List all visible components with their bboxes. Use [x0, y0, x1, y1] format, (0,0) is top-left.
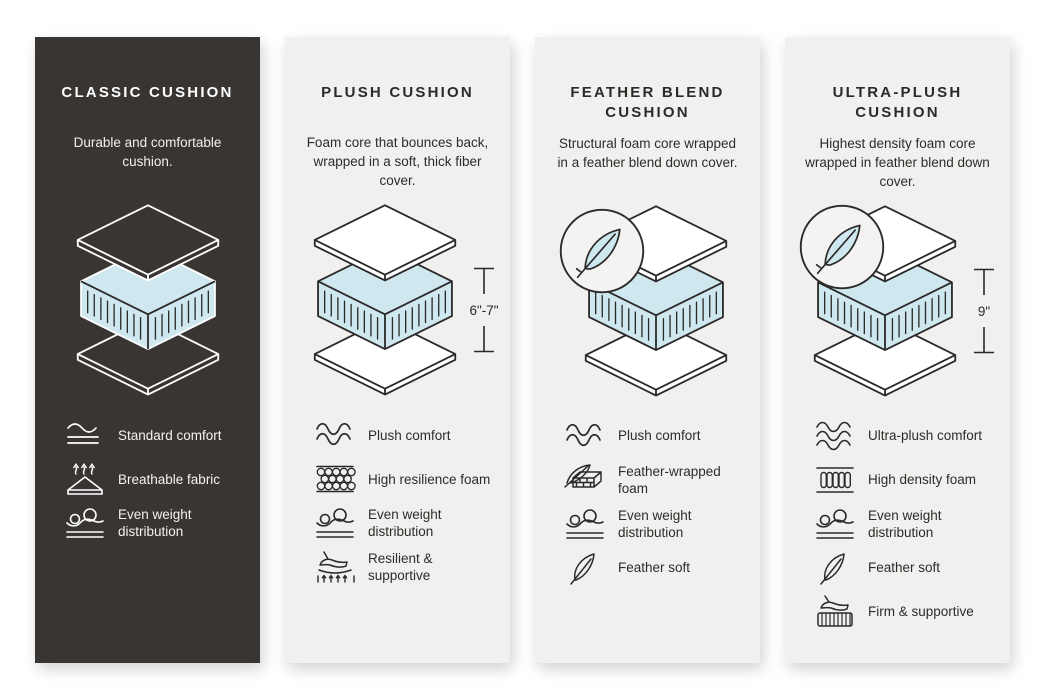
firm-supportive-icon [813, 594, 859, 630]
feature-label: Firm & supportive [868, 604, 974, 619]
column-description: Structural foam core wrapped in a feather blend down cover. [557, 135, 738, 170]
even-weight-icon [63, 505, 109, 541]
feature-row [813, 506, 998, 542]
feature-row [813, 418, 998, 454]
feature-label: Even weight distribution [618, 507, 692, 540]
feature-row [63, 505, 248, 541]
feature-label: Even weight distribution [868, 507, 942, 540]
feature-list [785, 418, 1010, 630]
comfort-wave-icon [813, 418, 859, 454]
column-plush-cushion [285, 37, 510, 663]
feature-row [563, 418, 748, 454]
measurement-label: 9" [977, 303, 991, 319]
high-density-foam-icon [813, 462, 859, 498]
even-weight-icon [313, 505, 359, 541]
even-weight-icon [813, 506, 859, 542]
feature-label: Plush comfort [368, 427, 451, 443]
feature-row [63, 461, 248, 497]
feature-label: Even weight distribution [368, 507, 442, 539]
feather-badge-icon [797, 202, 887, 292]
resilient-supportive-icon [313, 549, 359, 585]
breathable-fabric-icon [63, 461, 109, 497]
comfort-wave-icon [313, 417, 359, 453]
column-title: CLASSIC CUSHION [61, 84, 234, 101]
feature-row [813, 594, 998, 630]
feature-label: Standard comfort [118, 427, 222, 443]
cushion-layers-icon [61, 197, 235, 397]
resilience-foam-icon [313, 461, 359, 497]
feature-row [563, 462, 748, 498]
feature-label: Feather soft [618, 560, 691, 575]
even-weight-icon [563, 506, 609, 542]
comfort-wave-icon [63, 417, 109, 453]
feature-label: Breathable fabric [118, 471, 221, 487]
feature-row [313, 461, 498, 497]
feature-row [563, 550, 748, 586]
feature-row [63, 417, 248, 453]
column-title: ULTRA-PLUSH CUSHION [832, 84, 963, 122]
column-description: Highest density foam core wrapped in feather blend down cover. [805, 135, 990, 189]
feature-row [313, 505, 498, 541]
cushion-illustration [785, 198, 1010, 410]
feature-label: Feather soft [868, 560, 941, 575]
measurement-label: 6"-7" [469, 303, 499, 318]
feather-soft-icon [563, 550, 609, 586]
column-feather-blend-cushion [535, 37, 760, 663]
column-classic-cushion [35, 37, 260, 663]
cushion-layers-icon [298, 197, 472, 397]
feature-label: Feather-wrapped foam [618, 463, 721, 496]
feature-label: High resilience foam [368, 471, 491, 487]
column-title: FEATHER BLEND CUSHION [570, 84, 725, 122]
feature-label: High density foam [868, 472, 977, 487]
column-description: Foam core that bounces back, wrapped in a soft, thick fiber cover. [306, 135, 489, 189]
feature-row [563, 506, 748, 542]
feather-wrapped-foam-icon [563, 462, 609, 498]
feature-label: Even weight distribution [118, 507, 192, 539]
feature-list [285, 417, 510, 585]
feature-row [313, 417, 498, 453]
cushion-illustration [35, 197, 260, 409]
feature-label: Resilient & supportive [368, 551, 433, 583]
column-description: Durable and comfortable cushion. [73, 135, 222, 170]
feature-row [813, 550, 998, 586]
cushion-illustration [535, 198, 760, 410]
feather-soft-icon [813, 550, 859, 586]
feature-label: Plush comfort [618, 428, 701, 443]
feature-row [813, 462, 998, 498]
size-measurement [962, 268, 1006, 354]
column-ultra-plush-cushion [785, 37, 1010, 663]
feature-label: Ultra-plush comfort [868, 428, 983, 443]
feather-badge-icon [557, 206, 647, 296]
column-title: PLUSH CUSHION [321, 84, 474, 101]
size-measurement [462, 267, 506, 353]
feature-row [313, 549, 498, 585]
comfort-wave-icon [563, 418, 609, 454]
cushion-illustration [285, 197, 510, 409]
feature-list [535, 418, 760, 586]
feature-list [35, 417, 260, 541]
